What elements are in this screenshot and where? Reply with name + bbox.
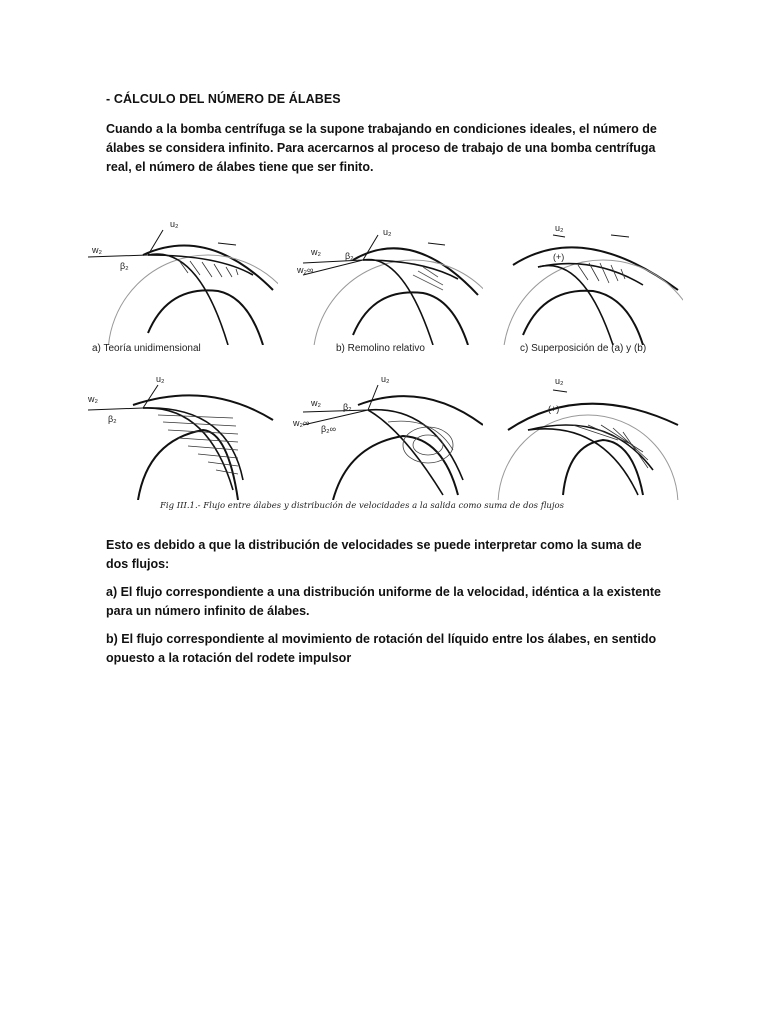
- label-w2: w₂: [311, 398, 321, 408]
- label-u2: u₂: [381, 374, 390, 384]
- label-beta2: β₂: [120, 261, 129, 271]
- panel-a-bottom: [88, 370, 278, 500]
- label-plus: (+): [553, 252, 565, 262]
- panel-c-bottom: [493, 370, 683, 500]
- caption-panel-c: c) Superposición de (a) y (b): [520, 343, 647, 354]
- caption-panel-b: b) Remolino relativo: [336, 343, 425, 354]
- section-heading: - CÁLCULO DEL NÚMERO DE ÁLABES: [106, 92, 341, 106]
- panel-a-top: [88, 215, 278, 345]
- label-u2: u₂: [156, 374, 165, 384]
- label-w2: w₂: [92, 245, 102, 255]
- caption-panel-a: a) Teoría unidimensional: [92, 343, 201, 354]
- label-plus: (+): [548, 404, 560, 414]
- item-b-paragraph: b) El flujo correspondiente al movimiento de rotación del líquido entre los álabes, en sentido opuesto a la rotación del rodete impulsor: [106, 632, 657, 665]
- label-beta2inf: β₂∞: [321, 424, 337, 434]
- label-u2: u₂: [170, 219, 179, 229]
- figure-caption: Fig III.1.- Flujo entre álabes y distribución de velocidades a la salida como suma de dos flujos: [160, 501, 564, 511]
- label-w2inf: w₂∞: [293, 418, 310, 428]
- label-beta2: β₂: [343, 402, 352, 412]
- label-beta2: β₂: [108, 414, 117, 424]
- label-w2: w₂: [88, 394, 98, 404]
- label-w2inf: w₂∞: [297, 265, 314, 275]
- explanation-paragraph: Esto es debido a que la distribución de velocidades se puede interpretar como la suma de dos flujos:: [106, 538, 642, 571]
- label-beta2: β₂: [345, 251, 354, 261]
- label-u2: u₂: [555, 223, 564, 233]
- intro-paragraph: Cuando a la bomba centrífuga se la supone trabajando en condiciones ideales, el número de álabes se considera infinito. Para acercarnos al proceso de trabajo de una bomba centrífuga real, el número de álabes tiene que ser finito.: [106, 122, 657, 174]
- panel-c-top: [493, 215, 683, 345]
- label-u2: u₂: [383, 227, 392, 237]
- panel-b-bottom: [293, 370, 483, 500]
- item-a-paragraph: a) El flujo correspondiente a una distribución uniforme de la velocidad, idéntica a la existente para un número infinito de álabes.: [106, 585, 661, 618]
- panel-b-top: [293, 215, 483, 345]
- figure-flow-between-blades: [88, 205, 682, 515]
- label-w2: w₂: [311, 247, 321, 257]
- label-u2: u₂: [555, 376, 564, 386]
